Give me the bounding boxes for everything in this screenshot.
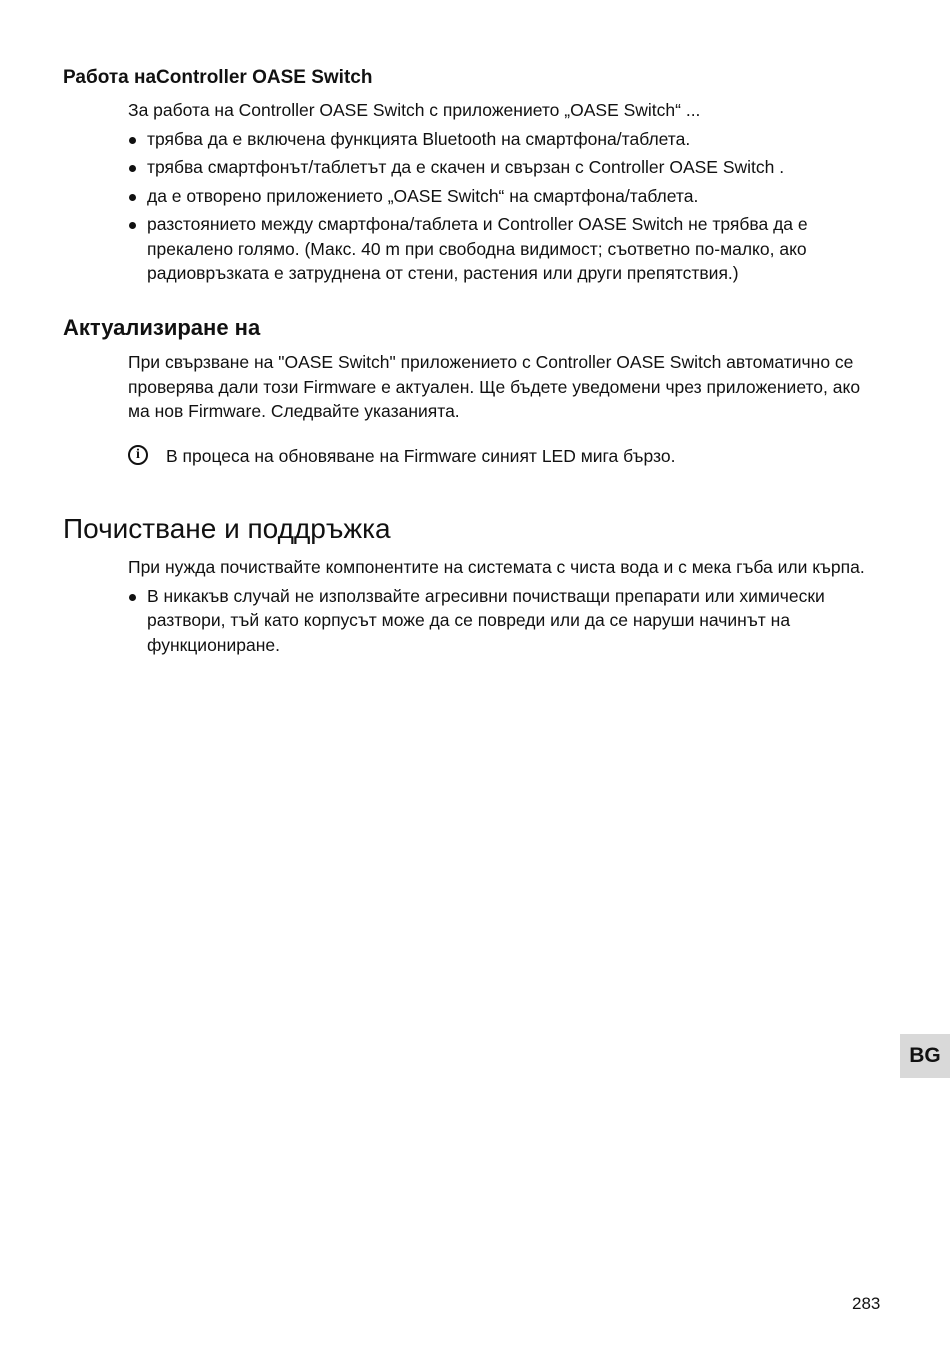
- list-item: трябва да е включена функцията Bluetooth на смартфона/таблета.: [128, 127, 878, 152]
- section-controller-body: [128, 98, 878, 290]
- section-heading-cleaning: Почистване и поддръжка: [63, 513, 391, 544]
- list-item: да е отворено приложението „OASE Switch“ на смартфона/таблета.: [128, 184, 878, 209]
- section-heading-controller: Работа наController OASE Switch: [63, 67, 373, 88]
- page-number: 283: [852, 1294, 881, 1313]
- controller-intro: За работа на Controller OASE Switch с приложението „OASE Switch“ ...: [128, 100, 701, 120]
- cleaning-paragraph: При нужда почиствайте компонентите на системата с чиста вода и с мека гъба или кърпа.: [128, 557, 865, 577]
- section-cleaning-body: [128, 555, 878, 661]
- list-item: В никакъв случай не използвайте агресивни почистващи препарати или химически разтвори, тъй като корпусът може да се повреди или да се наруши начинът на функциониране.: [128, 584, 878, 658]
- language-tab: BG: [900, 1034, 950, 1078]
- info-icon: i: [128, 445, 148, 465]
- controller-bullet-list: [128, 127, 878, 286]
- update-paragraph: При свързване на "OASE Switch" приложението с Controller OASE Switch автоматично се проверява дали този Firmware е актуален. Ще бъдете уведомени чрез приложението, ако ма нов Firmware. Следвайте указанията.: [128, 352, 861, 421]
- section-heading-update: Актуализиране на: [63, 315, 261, 340]
- list-item: трябва смартфонът/таблетът да е скачен и свързан с Controller OASE Switch .: [128, 155, 878, 180]
- list-item: разстоянието между смартфона/таблета и Controller OASE Switch не трябва да е прекалено голямо. (Макс. 40 m при свободна видимост; съответно по-малко, ако радиовръзката е затруднена от стени, растения или други препятствия.): [128, 212, 878, 286]
- update-note-text: В процеса на обновяване на Firmware синият LED мига бързо.: [166, 446, 676, 466]
- cleaning-bullet-list: [128, 584, 878, 658]
- section-update-body: [128, 350, 878, 424]
